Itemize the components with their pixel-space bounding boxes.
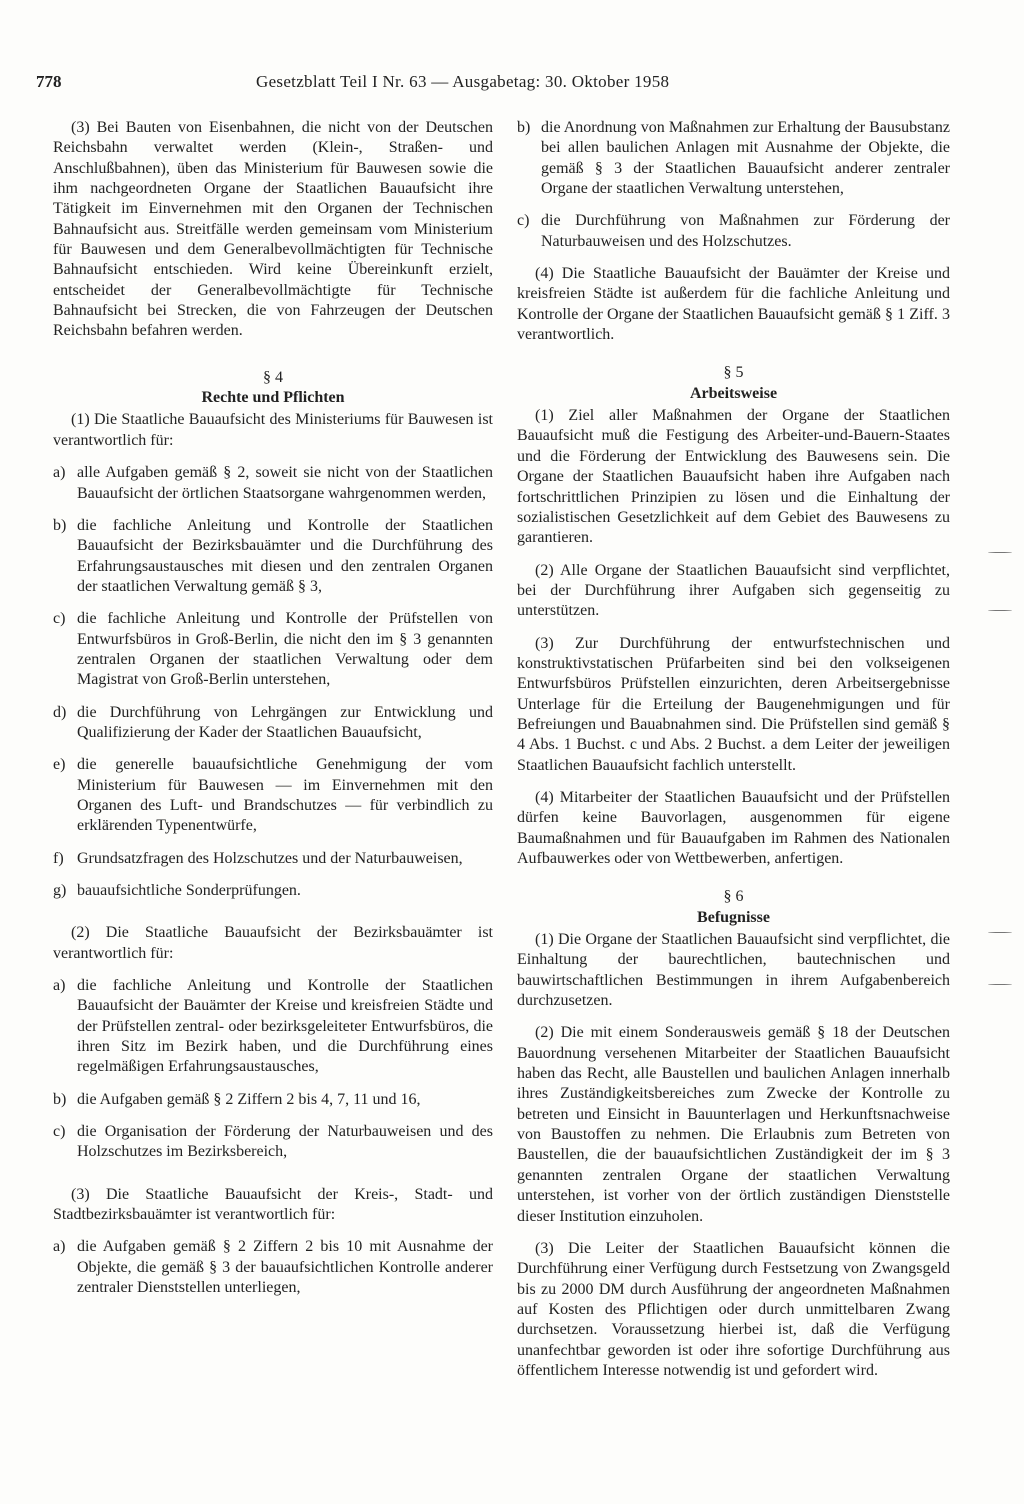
margin-mark — [988, 610, 1012, 611]
left-column — [53, 118, 493, 1311]
list-item-text: die Aufgaben gemäß § 2 Ziffern 2 bis 10 mit Ausnahme der Objekte, die gemäß § 3 der bauaufsichtlichen Kontrolle anderer zentraler Dienststellen unterliegen, — [77, 1238, 493, 1297]
margin-marks — [974, 540, 1024, 1000]
s4-para-2-intro: (2) Die Staatliche Bauaufsicht der Bezirksbauämter ist verantwortlich für: — [53, 924, 493, 962]
list-item-text: die Aufgaben gemäß § 2 Ziffern 2 bis 4, 7, 11 und 16, — [77, 1090, 421, 1108]
list-item-label: a) — [53, 464, 66, 482]
s6-para-3: (3) Die Leiter der Staatlichen Bauaufsicht können die Durchführung einer Verfügung durch Festsetzung von Zwangsgeld bis zu 2000 DM durch Ausführung der angeordneten Maßnahmen auf Kosten des Pflichtigen oder durch unmittelbaren Zwang durchsetzen. Voraussetzung hierbei ist, daß die Verfügung unanfechtbar geworden ist oder ihre sofortige Durchführung aus öffentlichem Interesse notwendig ist und gefordert wird. — [517, 1239, 950, 1379]
list-item — [53, 463, 493, 504]
list-item-text: die Organisation der Förderung der Naturbauweisen und des Holzschutzes im Bezirksbereich, — [77, 1123, 493, 1161]
section-4-title: Rechte und Pflichten — [201, 389, 345, 407]
list-item-text: die fachliche Anleitung und Kontrolle der Staatlichen Bauaufsicht der Bezirksbauämter und die Durchführung des Erfahrungsaustausches mit diesen und den zentralen Organen der staatlichen Verwaltung gemäß § 3, — [77, 516, 493, 595]
s4-para-1-intro: (1) Die Staatliche Bauaufsicht des Ministeriums für Bauwesen ist verantwortlich für: — [53, 411, 493, 449]
list-item — [53, 755, 493, 836]
margin-mark — [988, 932, 1012, 933]
list-item — [53, 976, 493, 1078]
s5-para-4: (4) Mitarbeiter der Staatlichen Bauaufsicht und der Prüfstellen dürfen keine Bauvorlagen, ausgenommen für eigene Baumaßnahmen und für Bauaufgaben im Rahmen des Nationalen Aufbauwerkes oder von Wettbewerben, anfertigen. — [517, 788, 950, 867]
list-item-label: g) — [53, 882, 67, 899]
section-5-title: Arbeitsweise — [689, 384, 778, 402]
list-item-text: die fachliche Anleitung und Kontrolle der Staatlichen Bauaufsicht der Bauämter der Kreise und kreisfreien Städte und der Prüfstellen zentral- oder bezirksgeleiteter Entwurfsbüros, die ihren Sitz im Bezirk haben, und die Durchführung eines regelmäßigen Erfahrungsaustausches, — [77, 977, 493, 1076]
list-item — [53, 516, 493, 597]
section-6-title: Befugnisse — [697, 908, 770, 926]
page-number: 778 — [36, 72, 62, 91]
list-item — [53, 1122, 493, 1163]
list-item-text: die fachliche Anleitung und Kontrolle der Prüfstellen von Entwurfsbüros in Groß-Berlin, die nicht den im § 3 genannten zentralen Organen der staatlichen Verwaltung oder dem Magistrat von Groß-Berlin unterstehen, — [77, 610, 493, 689]
list-item-label: e) — [53, 756, 66, 774]
margin-mark — [988, 984, 1012, 985]
right-column — [517, 118, 950, 1393]
list-item-label: d) — [53, 703, 67, 721]
s5-para-3: (3) Zur Durchführung der entwurfstechnischen und konstruktivstatischen Prüfarbeiten sind bei den volkseigenen Entwurfsbüros Prüfstellen einzurichten, deren Arbeitsergebnisse Unterlage für die Erteilung der Baugenehmigungen und für Befreiungen und Bauabnahmen sind. Die Prüfstellen sind gemäß § 4 Abs. 1 Buchst. c und Abs. 2 Buchst. a dem Leiter der jeweiligen Staatlichen Bauaufsicht fachlich unterstellt. — [517, 634, 950, 774]
s6-para-2: (2) Die mit einem Sonderausweis gemäß § 18 der Deutschen Bauordnung versehenen Mitarbeiter der Staatlichen Bauaufsicht haben das Recht, alle Baustellen und baulichen Anlagen innerhalb ihres Zuständigkeitsbereiches zum Zwecke der Kontrolle zu betreten und Einsicht in Bauunterlagen und Herkunftsnachweise von Baustoffen zu nehmen. Die Erlaubnis zum Betreten von Baustellen, die der bauaufsichtlichen Zuständigkeit der im § 3 genannten zentralen Organe der staatlichen Verwaltung unterstehen, ist vorher von der örtlich zuständigen Dienststelle dieser Institution einzuholen. — [517, 1024, 950, 1225]
list-item-label: c) — [53, 610, 66, 628]
list-item-text: alle Aufgaben gemäß § 2, soweit sie nicht von der Staatlichen Bauaufsicht der örtlichen Staatsorgane wahrgenommen werden, — [77, 464, 493, 502]
running-title: Gesetzblatt Teil I Nr. 63 — Ausgabetag: 30. Oktober 1958 — [256, 72, 670, 91]
s4-para-3-intro: (3) Die Staatliche Bauaufsicht der Kreis-, Stadt- und Stadtbezirksbauämter ist verantwortlich für: — [53, 1185, 493, 1224]
list-item — [53, 609, 493, 690]
s5-para-1: (1) Ziel aller Maßnahmen der Organe der Staatlichen Bauaufsicht muß die Festigung des Arbeiter-und-Bauern-Staates und die Förderung der Entwicklung des Bauwesens sein. Die Organe der Staatlichen Bauaufsicht haben ihre Aufgaben nach fortschrittlichen Prinzipien zu lösen und die Einhaltung der sozialistischen Gesetzlichkeit auf dem Gebiet des Bauwesens zu garantieren. — [517, 407, 950, 547]
list-item-label: f) — [53, 849, 64, 867]
list-item-text: Grundsatzfragen des Holzschutzes und der Naturbauweisen, — [77, 849, 463, 867]
list-item — [53, 881, 493, 901]
list-item-text: die Durchführung von Lehrgängen zur Entwicklung und Qualifizierung der Kader der Staatlichen Bauaufsicht, — [77, 703, 493, 741]
s6-para-1: (1) Die Organe der Staatlichen Bauaufsicht sind verpflichtet, die Einhaltung der baurechtlichen, bautechnischen und bauwirtschaftlichen Bestimmungen in ihrem Aufgabenbereich durchzusetzen. — [517, 931, 950, 1010]
list-item-text: bauaufsichtliche Sonderprüfungen. — [77, 882, 301, 899]
list-item-label: a) — [53, 1238, 66, 1256]
section-4-number: § 4 — [263, 368, 283, 386]
s4-para-4: (4) Die Staatliche Bauaufsicht der Bauämter der Kreise und kreisfreien Städte ist außerdem für die fachliche Anleitung und Kontrolle der Organe der Staatlichen Bauaufsicht gemäß § 1 Ziff. 3 verantwortlich. — [517, 265, 950, 344]
section-5-number: § 5 — [723, 364, 744, 382]
list-item — [53, 703, 493, 744]
list-item — [53, 1237, 493, 1298]
list-item-label: b) — [53, 516, 67, 534]
s5-para-2: (2) Alle Organe der Staatlichen Bauaufsicht sind verpflichtet, bei der Durchführung ihrer Aufgaben sich gegenseitig zu unterstützen. — [517, 561, 950, 620]
list-item-label: c) — [53, 1123, 66, 1141]
list-item — [517, 118, 950, 199]
list-item-label: a) — [53, 977, 66, 995]
list-item-text: die Durchführung von Maßnahmen zur Förderung der Naturbauweisen und des Holzschutzes. — [541, 212, 950, 250]
list-item — [53, 1090, 493, 1110]
margin-mark — [988, 552, 1012, 553]
list-item-text: die generelle bauaufsichtliche Genehmigung der vom Ministerium für Bauwesen — im Einvernehmen mit den Organen des Luft- und Brandschutzes — für verbindlich zu erklärenden Typenentwürfe, — [77, 756, 493, 835]
list-item-label: c) — [517, 212, 530, 230]
list-item — [53, 849, 493, 869]
paragraph-s3-3: (3) Bei Bauten von Eisenbahnen, die nicht von der Deutschen Reichsbahn verwaltet werden (Klein-, Straßen- und Anschlußbahnen), üben das Ministerium für Bauwesen sowie die ihm nachgeordneten Organe der Staatlichen Bauaufsicht ihre Tätigkeit im Einvernehmen mit den Organen der Technischen Bahnaufsicht aus. Streitfälle werden gemeinsam vom Ministerium für Bauwesen und dem Generalbevollmächtigten für Technische Bahnaufsicht entschieden. Wird keine Übereinkunft erzielt, entscheidet der Generalbevollmächtigte für Technische Bahnaufsicht bei Strecken, die von Fahrzeugen der Deutschen Reichsbahn befahren werden. — [53, 119, 493, 340]
list-item-text: die Anordnung von Maßnahmen zur Erhaltung der Bausubstanz bei allen baulichen Anlagen mit Ausnahme der Objekte, die gemäß § 3 der Staatlichen Bauaufsicht anderer zentraler Organe der staatlichen Verwaltung unterstehen, — [541, 119, 950, 198]
list-item — [517, 211, 950, 252]
page-header — [36, 72, 976, 98]
list-item-label: b) — [53, 1090, 67, 1108]
list-item-label: b) — [517, 119, 531, 136]
section-6-number: § 6 — [723, 888, 744, 906]
